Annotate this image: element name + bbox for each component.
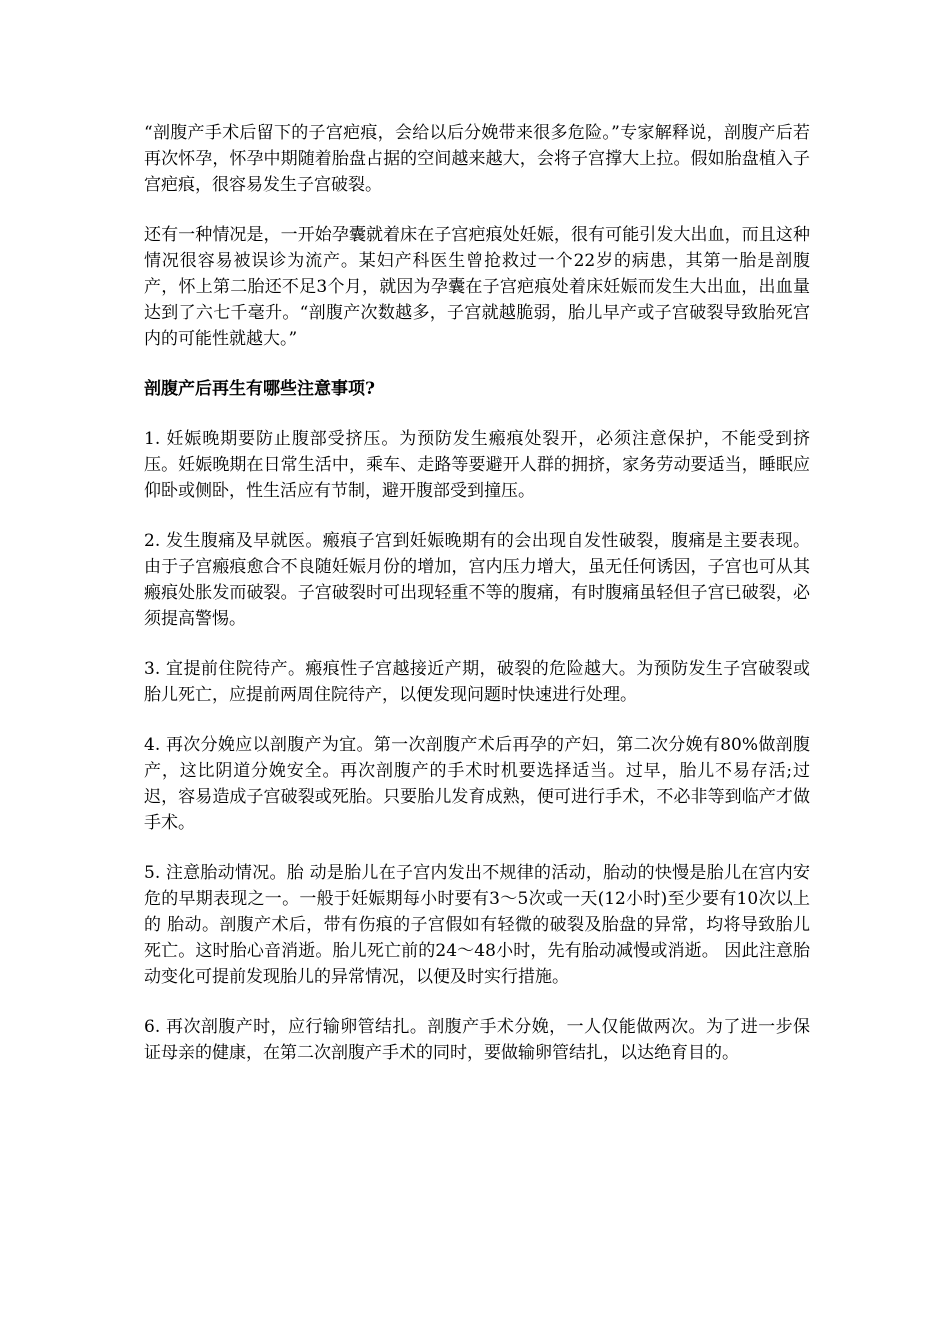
list-item-5: 5. 注意胎动情况。胎 动是胎儿在子宫内发出不规律的活动，胎动的快慢是胎儿在宫内安危的早期表现之一。一般于妊娠期每小时要有3～5次或一天(12小时)至少要有10次以上的 胎动。剖腹产术后，带有伤痕的子宫假如有轻微的破裂及胎盘的异常，均将导致胎儿死亡。这时胎心音消逝。胎儿死亡前的24～48小时，先有胎动减慢或消逝。 因此注意胎动变化可提前发现胎儿的异常情况，以便及时实行措施。 (144, 863, 810, 987)
intro-paragraph-1: “剖腹产手术后留下的子宫疤痕，会给以后分娩带来很多危险。”专家解释说，剖腹产后若再次怀孕，怀孕中期随着胎盘占据的空间越来越大，会将子宫撑大上拉。假如胎盘植入子宫疤痕，很容易发生子宫破裂。 (144, 123, 810, 195)
document-body (144, 120, 810, 1090)
list-item-6: 6. 再次剖腹产时，应行输卵管结扎。剖腹产手术分娩，一人仅能做两次。为了进一步保证母亲的健康，在第二次剖腹产手术的同时，要做输卵管结扎，以达绝育目的。 (144, 1017, 810, 1063)
list-item-1: 1. 妊娠晚期要防止腹部受挤压。为预防发生瘢痕处裂开，必须注意保护，不能受到挤压。妊娠晚期在日常生活中，乘车、走路等要避开人群的拥挤，家务劳动要适当，睡眠应仰卧或侧卧，性生活应有节制，避开腹部受到撞压。 (144, 429, 810, 501)
list-item-4: 4. 再次分娩应以剖腹产为宜。第一次剖腹产术后再孕的产妇，第二次分娩有80%做剖腹产，这比阴道分娩安全。再次剖腹产的手术时机要选择适当。过早，胎儿不易存活;过迟，容易造成子宫破裂或死胎。只要胎儿发育成熟，便可进行手术，不必非等到临产才做手术。 (144, 735, 810, 833)
intro-paragraph-2: 还有一种情况是，一开始孕囊就着床在子宫疤痕处妊娠，很有可能引发大出血，而且这种情况很容易被误诊为流产。某妇产科医生曾抢救过一个22岁的病患，其第一胎是剖腹产，怀上第二胎还不足3个月，就因为孕囊在子宫疤痕处着床妊娠而发生大出血，出血量达到了六七千毫升。“剖腹产次数越多，子宫就越脆弱，胎儿早产或子宫破裂导致胎死宫内的可能性就越大。” (144, 225, 810, 349)
list-item-3: 3. 宜提前住院待产。瘢痕性子宫越接近产期，破裂的危险越大。为预防发生子宫破裂或胎儿死亡，应提前两周住院待产，以便发现问题时快速进行处理。 (144, 659, 810, 705)
section-heading: 剖腹产后再生有哪些注意事项? (144, 379, 375, 399)
list-item-2: 2. 发生腹痛及早就医。瘢痕子宫到妊娠晚期有的会出现自发性破裂，腹痛是主要表现。由于子宫瘢痕愈合不良随妊娠月份的增加，宫内压力增大，虽无任何诱因，子宫也可从其瘢痕处胀发而破裂。子宫破裂时可出现轻重不等的腹痛，有时腹痛虽轻但子宫已破裂，必须提高警惕。 (144, 531, 810, 629)
